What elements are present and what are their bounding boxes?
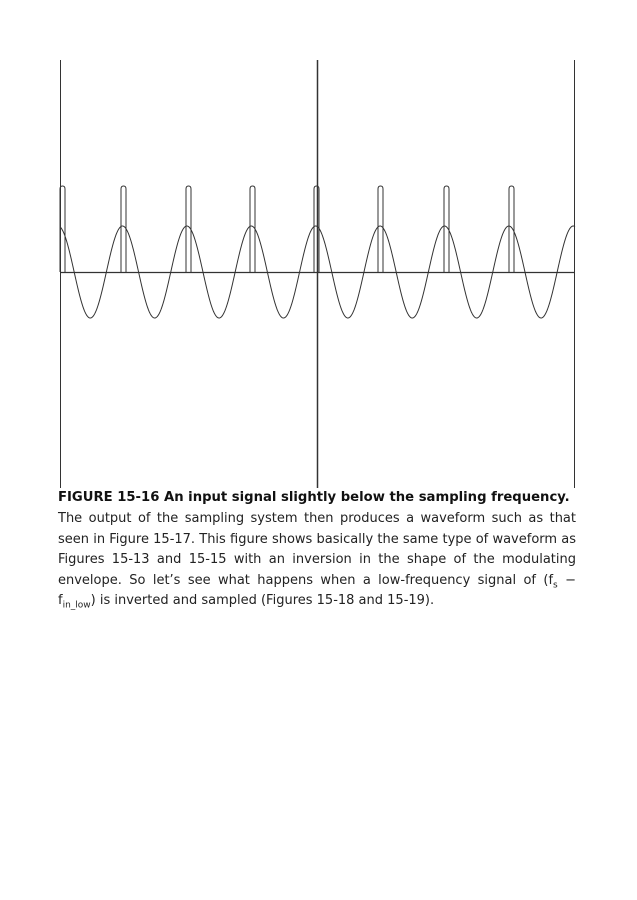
pulse-train: [60, 186, 514, 272]
subscript-s: s: [553, 580, 558, 591]
body-text-part2: ) is inverted and sampled (Figures 15-18 and 15-19).: [90, 593, 435, 608]
figure-label: FIGURE 15-16: [58, 490, 160, 505]
body-text-minus: − f: [58, 572, 577, 608]
sample-pulse: [378, 186, 383, 272]
body-text-part1: The output of the sampling system then produces a waveform such as that seen in Figure 15-17. This figure shows basically the same type of waveform as Figures 15-13 and 15-15 with an inversion in the shape of the modulating envelope. So let’s see what happens when a low-frequency signal of (f: [58, 511, 576, 588]
body-paragraph: [58, 509, 576, 612]
figure-title: An input signal slightly below the sampling frequency.: [163, 490, 570, 505]
subscript-in-low: in_low: [62, 600, 91, 611]
sample-pulse: [509, 186, 514, 272]
figure-caption: [58, 488, 578, 508]
sample-pulse: [250, 186, 255, 272]
sample-pulse: [121, 186, 126, 272]
